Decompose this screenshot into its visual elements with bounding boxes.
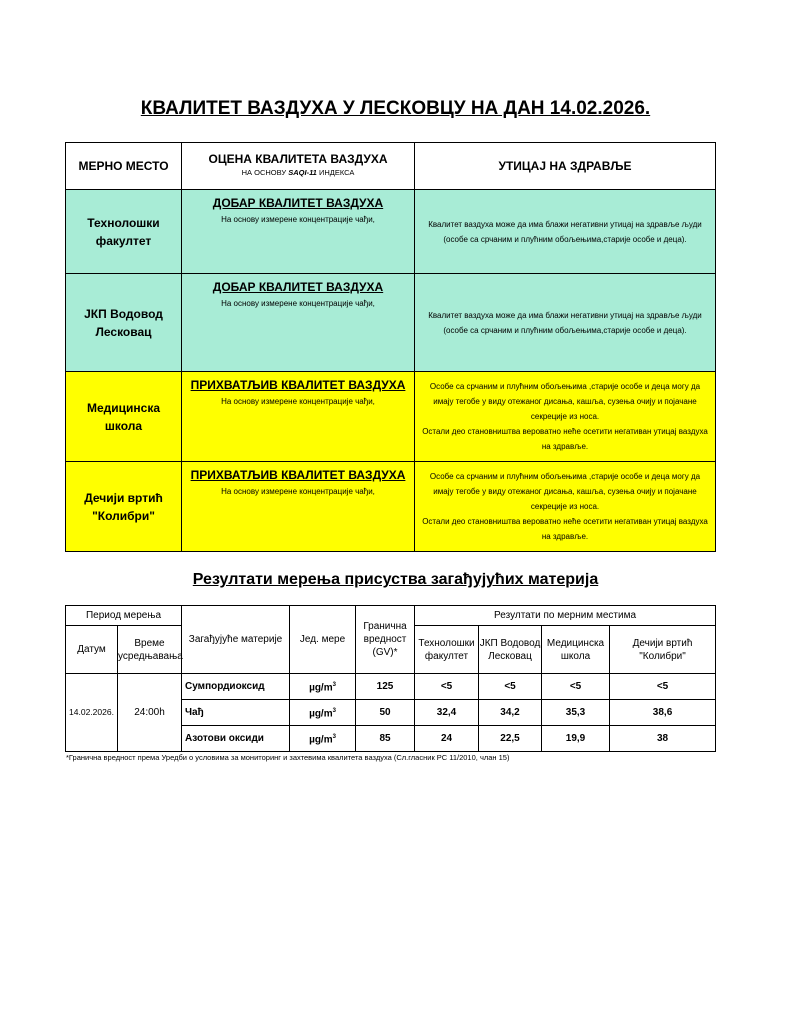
value-cell: <5 [542,674,610,700]
unit-exp: 3 [332,733,336,740]
value-cell: <5 [415,674,479,700]
value-cell: 38,6 [610,700,716,726]
page-title: КВАЛИТЕТ ВАЗДУХА У ЛЕСКОВЦУ НА ДАН 14.02.2026. [140,98,651,119]
health-cell: Квалитет ваздуха може да има блажи негативни утицај на здравље људи (особе са срчаним и плућним обољењима,старије особе и деца). [415,190,716,274]
table-row [66,274,716,372]
value-cell: 19,9 [542,726,610,752]
date-cell: 14.02.2026. [66,674,118,752]
rating-sub-prefix: НА ОСНОВУ [241,168,289,177]
header-avg-time: Време усредњавања [118,626,182,674]
header-location: МЕРНО МЕСТО [66,143,182,190]
location-cell [66,274,182,372]
rating-cell [182,372,415,462]
unit-base: µg/m [309,734,333,746]
quality-note: На основу измерене концентрације чађи, [221,215,375,224]
results-title: Резултати мерења присуства загађујућих материја [192,571,599,588]
unit-exp: 3 [332,707,336,714]
value-cell: 35,3 [542,700,610,726]
footnote: *Гранична вредност према Уредби о условима за мониторинг и захтевима квалитета ваздуха (Сл.гласник РС 11/2010, члан 15) [66,753,510,762]
pollutant-cell: Сумпордиоксид [182,674,290,700]
health-cell [415,372,716,462]
header-site-2: ЈКП Водовод Лесковац [479,626,542,674]
health-text-2: Остали део становништва вероватно неће осетити негативан утицај ваздуха на здравље. [422,427,708,451]
value-cell: 22,5 [479,726,542,752]
table-row [66,674,716,700]
location-line1: Медицинска [86,400,161,415]
limit-cell: 85 [356,726,415,752]
quality-label: ДОБАР КВАЛИТЕТ ВАЗДУХА [212,196,384,210]
rating-sub-index: SAQI-11 [288,168,317,177]
health-text-2: Остали део становништва вероватно неће осетити негативан утицај ваздуха на здравље. [422,517,708,541]
header-health: УТИЦАЈ НА ЗДРАВЉЕ [415,143,716,190]
value-cell: 32,4 [415,700,479,726]
avg-time-cell: 24:00h [118,674,182,752]
table-row [66,372,716,462]
unit-base: µg/m [309,682,333,694]
quality-label: ДОБАР КВАЛИТЕТ ВАЗДУХА [212,280,384,294]
pollutant-cell: Азотови оксиди [182,726,290,752]
quality-label: ПРИХВАТЉИВ КВАЛИТЕТ ВАЗДУХА [190,378,406,392]
header-site-1: Технолошки факултет [415,626,479,674]
location-line1: ЈКП Водовод [84,306,163,321]
header-site-4: Дечији вртић "Колибри" [610,626,716,674]
header-rating-subtitle [182,166,414,180]
header-results: Резултати по мерним местима [415,606,716,626]
header-period: Период мерења [66,606,182,626]
header-site-3: Медицинска школа [542,626,610,674]
location-line2: Лесковац [95,324,152,339]
rating-sub-suffix: ИНДЕКСА [316,168,355,177]
limit-cell: 125 [356,674,415,700]
header-date: Датум [66,626,118,674]
air-quality-table [65,142,716,552]
table-row [66,190,716,274]
header-limit: Гранична вредност (GV)* [356,606,415,674]
rating-cell [182,190,415,274]
header-pollutants: Загађујуће материје [182,606,290,674]
rating-cell [182,462,415,552]
location-line2: факултет [95,233,152,248]
header-rating-title: ОЦЕНА КВАЛИТЕТА ВАЗДУХА [208,152,388,166]
value-cell: 34,2 [479,700,542,726]
unit-cell [290,726,356,752]
table-row [66,462,716,552]
header-rating [182,143,415,190]
location-cell [66,462,182,552]
location-line1: Дечији вртић [84,490,163,505]
pollutant-cell: Чађ [182,700,290,726]
rating-cell [182,274,415,372]
value-cell: <5 [479,674,542,700]
unit-cell [290,674,356,700]
location-line2: школа [104,418,143,433]
header-row [66,143,716,190]
health-text: Особе са срчаним и плућним обољењима ,старије особе и деца могу да имају тегобе у виду отежаног дисања, кашља, сузења очију и појачане секреције из носа. [429,472,701,511]
limit-cell: 50 [356,700,415,726]
unit-exp: 3 [332,681,336,688]
value-cell: 38 [610,726,716,752]
health-cell: Квалитет ваздуха може да има блажи негативни утицај на здравље људи (особе са срчаним и плућним обољењима,старије особе и деца). [415,274,716,372]
quality-label: ПРИХВАТЉИВ КВАЛИТЕТ ВАЗДУХА [190,468,406,482]
header-unit: Јед. мере [290,606,356,674]
health-cell [415,462,716,552]
quality-note: На основу измерене концентрације чађи, [221,299,375,308]
quality-note: На основу измерене концентрације чађи, [221,397,375,406]
unit-base: µg/m [309,708,333,720]
unit-cell [290,700,356,726]
results-header-row [66,606,716,626]
value-cell: 24 [415,726,479,752]
value-cell: <5 [610,674,716,700]
results-table [65,605,716,752]
location-line1: Технолошки [87,215,160,230]
quality-note: На основу измерене концентрације чађи, [221,487,375,496]
location-cell [66,190,182,274]
location-cell [66,372,182,462]
health-text: Особе са срчаним и плућним обољењима ,старије особе и деца могу да имају тегобе у виду отежаног дисања, кашља, сузења очију и појачане секреције из носа. [429,382,701,421]
location-line2: "Колибри" [92,508,155,523]
